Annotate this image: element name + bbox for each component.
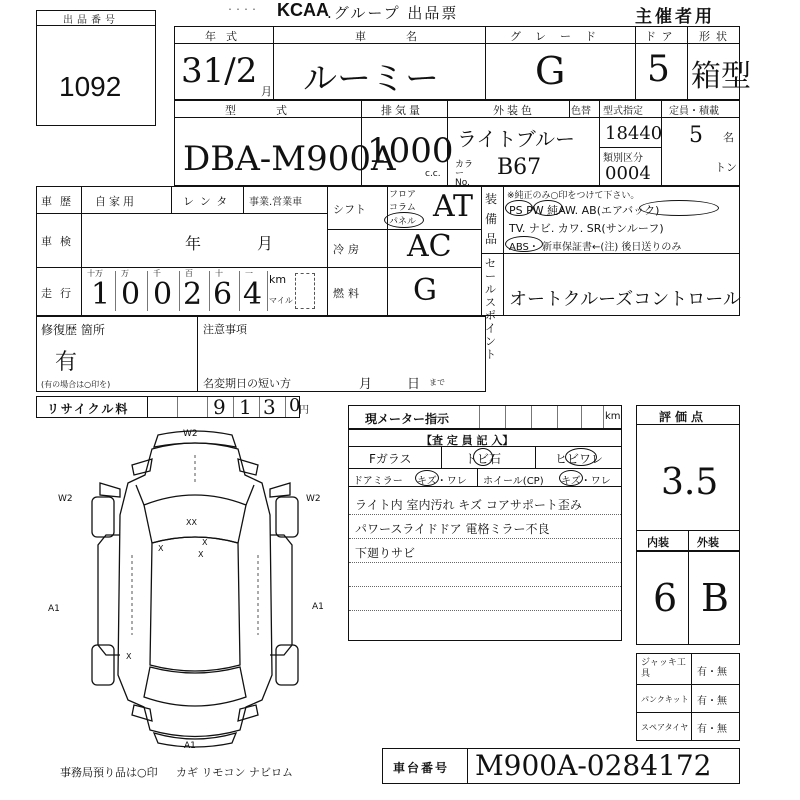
year-label: 年式 (205, 30, 247, 43)
grade-label: グレード (510, 30, 610, 43)
shift-label: シフト (333, 203, 366, 216)
evaluation-block (636, 405, 740, 551)
meter-label: 現メーター指示 (365, 412, 450, 426)
expiry-day: 日 (407, 377, 421, 392)
mileage-digit-4: 2 (183, 277, 203, 312)
month-suffix: 月 (261, 85, 272, 98)
shift-value: AT (433, 189, 474, 224)
abs-circle (505, 236, 543, 252)
lot-number: 1092 (59, 71, 122, 102)
body-label: 形状 (699, 30, 733, 43)
interior-value: 6 (653, 576, 678, 620)
header-dots: ・・・・ (226, 5, 258, 14)
exterior-label: 外装 (697, 536, 719, 549)
glass-option-crack: ヒビワレ (555, 452, 604, 466)
sales-point-value: オートクルーズコントロール (509, 289, 741, 310)
mirror-options: キズ・ワレ (417, 476, 467, 487)
ac-value: AC (407, 229, 452, 264)
mileage-digit-3: 0 (153, 277, 173, 312)
shift-option-floor: フロア (389, 190, 417, 200)
inspector-comment-1: ライト内 室内汚れ キズ コアサポート歪み (355, 498, 582, 512)
history-label: 車歴 (41, 195, 79, 208)
tool-jack-value: 有・無 (697, 667, 727, 678)
grade-value: G (535, 49, 566, 93)
wheel-scratch-circle (559, 470, 583, 486)
shift-option-column: コラム (389, 203, 416, 213)
shift-option-panel: パネル (389, 217, 417, 227)
expiry-until: まで (429, 378, 445, 387)
lot-number-box (36, 10, 156, 126)
recycle-label: リサイクル料 (47, 402, 130, 416)
inspection-month-unit: 月 (257, 234, 274, 253)
shift-panel-circle (384, 212, 424, 228)
inspection-year-unit: 年 (185, 234, 202, 253)
color-change-label: 色替 (571, 106, 591, 117)
tool-puncture-label: パンクキット (641, 695, 689, 704)
color-no-value: B67 (497, 155, 542, 180)
equipment-line3: ABS・ 新車保証書←(注) 後日送りのみ (509, 242, 682, 253)
model-value: DBA-M900A (183, 139, 396, 179)
displacement-label: 排気量 (381, 104, 423, 117)
repair-note: (有の場合は○印を) (41, 380, 111, 389)
history-private: 自家用 (95, 195, 137, 208)
digit-label-1: 一 (245, 269, 253, 278)
mileage-digit-6: 4 (243, 277, 263, 312)
name-label: 車名 (355, 30, 457, 43)
mileage-digits (85, 267, 317, 315)
ab-circle (639, 200, 719, 216)
exterior-color-label: 外装色 (493, 104, 535, 117)
doors-label: ドア (645, 30, 679, 43)
tool-spare-value: 有・無 (697, 724, 727, 735)
category-label: 類別区分 (603, 153, 643, 164)
history-rental: レンタ (183, 195, 234, 208)
chassis-block (382, 748, 740, 784)
inspector-comment-2: パワースライドドア 電格ミラー不良 (355, 522, 550, 536)
fuel-value: G (413, 273, 437, 308)
mirror-label: ドアミラー (353, 476, 403, 487)
diagram-mark-left: W2 (58, 494, 73, 504)
digit-label-100: 百 (185, 269, 193, 278)
office-note: 事務局預り品は○印 (60, 766, 158, 779)
recycle-digit-2: 1 (239, 395, 252, 419)
model-spec-value: 18440 (605, 123, 663, 144)
recycle-digit-3: 3 (263, 395, 276, 419)
chassis-value: M900A-0284172 (475, 749, 712, 782)
chip-circle (473, 448, 493, 466)
body-value: 箱型 (691, 59, 751, 94)
diagram-mark-front: W2 (183, 429, 198, 439)
expiry-label: 名変期日の短い方 (203, 377, 291, 390)
diagram-mark-interior-1: X (158, 544, 164, 553)
recycle-yen: 円 (299, 405, 309, 416)
tool-spare-label: スペアタイヤ (641, 723, 689, 732)
sales-point-label: セールスポイント (485, 257, 496, 361)
office-items: カギ リモコン ナビロム (176, 766, 293, 779)
capacity-value: 5 (689, 123, 703, 148)
mileage-digit-2: 0 (121, 277, 141, 312)
inspector-block (348, 429, 622, 641)
interior-exterior-values (636, 551, 740, 645)
recycle-digit-1: 9 (213, 395, 226, 419)
diagram-mark-interior-2: X (202, 538, 208, 547)
diagram-mark-interior-3: X (198, 550, 204, 559)
wheel-options: キズ・ワレ (561, 476, 611, 487)
cc-unit: c.c. (425, 169, 441, 179)
history-business: 事業.営業車 (249, 197, 303, 208)
chassis-label: 車台番号 (393, 761, 450, 775)
lot-number-label: 出品番号 (63, 15, 119, 26)
repair-label: 修復歴 箇所 (41, 323, 105, 337)
exterior-value: B (701, 576, 729, 620)
tool-jack-label: ジャッキ工具 (641, 658, 686, 679)
diagram-mark-a1-right: A1 (312, 602, 324, 612)
digit-label-10k: 万 (121, 269, 129, 278)
tool-puncture-value: 有・無 (697, 696, 727, 707)
digit-label-1k: 千 (153, 269, 161, 278)
fuel-label: 燃料 (333, 287, 363, 300)
diagram-mark-roof: XX (186, 518, 197, 527)
model-spec-label: 型式指定 (603, 106, 643, 117)
pw-circle (533, 200, 563, 216)
interior-label: 内装 (647, 536, 669, 549)
model-row (174, 100, 740, 186)
digit-label-10: 十 (215, 269, 223, 278)
header-org: KCAA (277, 0, 329, 20)
mileage-digit-5: 6 (213, 277, 233, 312)
km-unit: km (269, 273, 287, 286)
equipment-line1: PS PW 純AW. AB(エアバック) (509, 204, 660, 217)
digit-label-100k: 十万 (87, 269, 103, 278)
exterior-color-value: ライトブルー (457, 127, 575, 151)
diagram-mark-right: W2 (306, 494, 321, 504)
mileage-digit-1: 1 (91, 277, 111, 312)
diagram-mark-rear-side: X (126, 652, 132, 661)
ps-circle (505, 200, 533, 216)
equipment-line2: TV. ナビ. カワ. SR(サンルーフ) (509, 222, 664, 235)
name-value: ルーミー (303, 59, 439, 99)
meter-km: km (605, 411, 621, 422)
mile-unit: マイル (269, 296, 293, 305)
crack-circle (565, 448, 597, 466)
header-title: .グループ 出品票 (327, 4, 459, 22)
notes-label: 注意事項 (203, 323, 247, 336)
diagram-mark-a1-rear: A1 (184, 741, 196, 751)
recycle-block (36, 395, 309, 419)
mileage-label: 走行 (41, 287, 79, 300)
color-no-label: カラー No. (455, 160, 474, 188)
wheel-label: ホイール(CP) (483, 476, 544, 487)
vehicle-row (174, 26, 751, 100)
doors-value: 5 (647, 49, 670, 90)
capacity-label: 定員・積載 (669, 106, 719, 117)
recycle-digit-4: 0 (289, 395, 301, 416)
car-damage-diagram (40, 425, 350, 755)
header-organizer: 主催者用 (635, 7, 715, 27)
equipment-label: 装備品 (485, 192, 498, 246)
diagram-mark-a1-left: A1 (48, 604, 60, 614)
inspector-comment-3: 下廻りサビ (355, 546, 416, 560)
glass-option-chip: トビ石 (465, 452, 502, 466)
expiry-month: 月 (359, 377, 373, 392)
glass-label: Fガラス (369, 452, 412, 466)
capacity-unit: 名 (723, 131, 734, 144)
repair-block (36, 316, 486, 392)
ton-unit: トン (715, 161, 737, 174)
tools-block (636, 653, 740, 741)
displacement-value: 1000 (367, 131, 454, 171)
score-value: 3.5 (661, 462, 719, 503)
meter-block (348, 405, 622, 429)
inspector-title: 【査 定 員 記 入】 (421, 434, 514, 447)
ac-label: 冷房 (333, 243, 363, 256)
year-value: 31/2 (181, 51, 258, 91)
inspection-label: 車検 (41, 235, 79, 248)
mirror-scratch-circle (415, 470, 439, 486)
repair-value: 有 (55, 350, 78, 375)
score-label: 評価点 (659, 410, 708, 424)
model-label: 型式 (225, 104, 327, 117)
equipment-note: ※純正のみ○印をつけて下さい。 (507, 191, 640, 201)
category-value: 0004 (605, 163, 651, 184)
